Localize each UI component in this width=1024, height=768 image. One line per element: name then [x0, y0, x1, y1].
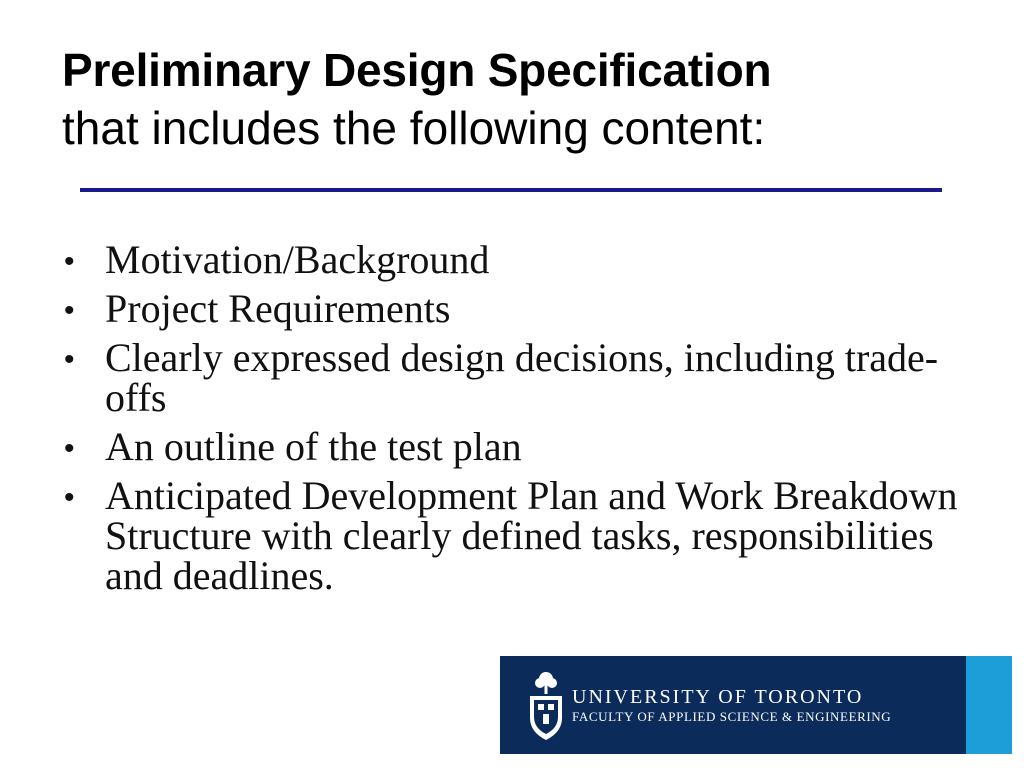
- bullet-text: Anticipated Development Plan and Work Breakdown Structure with clearly defined tasks, responsibilities and deadlines.: [105, 473, 958, 598]
- bullet-icon: •: [64, 481, 75, 514]
- title-subtitle: that includes the following content:: [62, 102, 766, 154]
- bullet-text: An outline of the test plan: [105, 424, 522, 469]
- bullet-icon: •: [64, 245, 75, 278]
- bullet-text: Motivation/Background: [105, 237, 490, 282]
- bullet-text: Clearly expressed design decisions, including trade-offs: [105, 335, 939, 420]
- bullet-item: [62, 286, 962, 331]
- bullet-icon: •: [64, 343, 75, 376]
- logo-text: [572, 686, 891, 726]
- bullet-item: [62, 237, 962, 282]
- slide-title: [62, 40, 962, 156]
- logo-accent-stripe: [966, 656, 1012, 754]
- crest-icon: [526, 670, 566, 742]
- bullet-item: [62, 473, 962, 598]
- bullet-text: Project Requirements: [105, 286, 451, 331]
- bullet-item: [62, 424, 962, 469]
- logo-faculty-name: FACULTY OF APPLIED SCIENCE & ENGINEERING: [572, 709, 892, 724]
- university-logo: [500, 656, 1012, 754]
- bullet-icon: •: [64, 432, 75, 465]
- title-bold: Preliminary Design Specification: [62, 44, 772, 96]
- bullet-icon: •: [64, 294, 75, 327]
- bullet-list: [62, 237, 962, 605]
- logo-university-name: UNIVERSITY OF TORONTO: [572, 686, 864, 708]
- title-divider: [80, 188, 942, 192]
- bullet-item: [62, 335, 962, 420]
